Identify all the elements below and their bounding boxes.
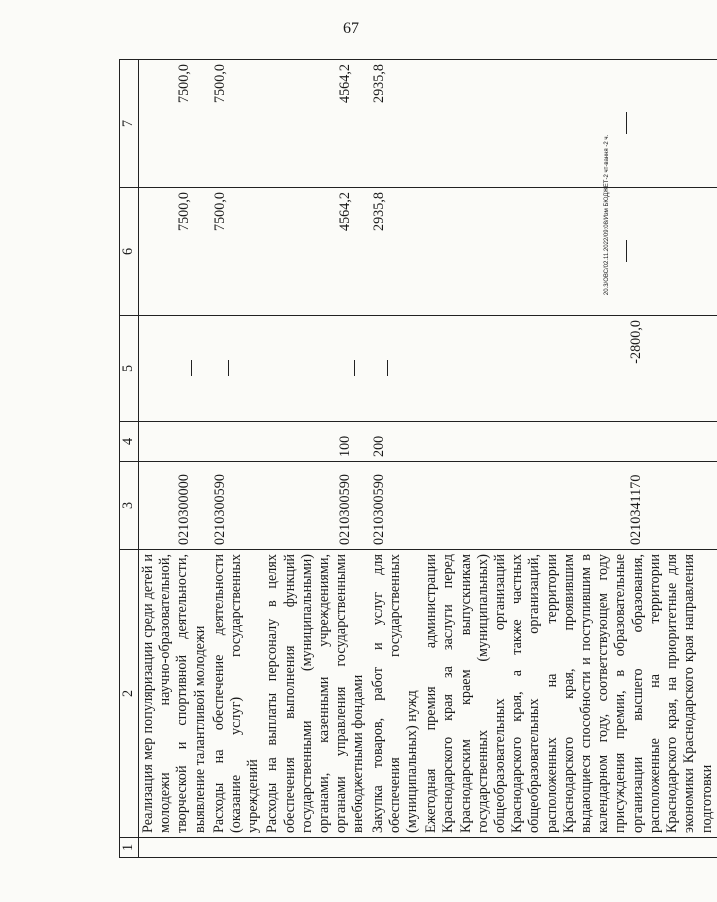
row-col-5 — [369, 316, 423, 422]
header-col-5: 5 — [120, 316, 139, 422]
row-col-6: 7500,0 — [139, 188, 210, 316]
dash-mark — [626, 241, 627, 263]
header-col-3: 3 — [120, 462, 139, 550]
dash-mark — [228, 361, 229, 377]
row-name: Расходы на обеспечение деятельности (оказание услуг) государственных учреждений — [210, 550, 264, 838]
row-code: 0210300590 — [369, 462, 423, 550]
table-row — [369, 60, 423, 858]
row-vr — [422, 422, 716, 462]
row-col-6: 4564,2 — [263, 188, 368, 316]
row-col-5 — [139, 316, 210, 422]
row-col-6: 2935,8 — [369, 188, 423, 316]
row-name: Закупка товаров, работ и услуг для обеспечения государственных (муниципальных) нужд — [369, 550, 423, 838]
cell-col-1 — [139, 838, 210, 858]
document-stamp-text: 20.3/ОВС/02.11.2022/09:08/Изм БЮДЖЕТ-2 чт-вання -2 ч. — [604, 134, 610, 296]
row-name: Ежегодная премия администрации Краснодарского края за заслуги перед Краснодарским краем выпускникам государственных (муниципальных) общеобразовательных организаций Краснодарского края, а также частных общеобразовательных организаций, расположенных на территории Краснодарского края, проявившим выдающиеся способности и поступившим в календарном году, соответствующем году присуждения премии, в образовательные организации высшего образования, расположенные на территории Краснодарского края, на приоритетные для экономики Краснодарского края направления подготовки — [422, 550, 716, 838]
table-row — [422, 60, 716, 858]
row-col-7: 7500,0 — [139, 60, 210, 188]
row-col-7: 2935,8 — [369, 60, 423, 188]
cell-col-1 — [263, 838, 368, 858]
table-row — [139, 60, 210, 858]
dash-mark — [626, 113, 627, 135]
dash-mark — [354, 361, 355, 377]
row-code: 0210300590 — [210, 462, 264, 550]
row-vr — [210, 422, 264, 462]
row-vr — [139, 422, 210, 462]
row-name: Реализация мер популяризации среди детей и молодежи научно-образовательной, творческой и спортивной деятельности, выявление талантливой молодежи — [139, 550, 210, 838]
row-col-5: -2800,0 — [422, 316, 716, 422]
row-name: Расходы на выплаты персоналу в целях обеспечения выполнения функций государственными (муниципальными) органами, казенными учреждениями, органами управления государственными внебюджетными фондами — [263, 550, 368, 838]
table-row — [210, 60, 264, 858]
budget-table — [119, 59, 717, 858]
cell-col-1 — [422, 838, 716, 858]
header-col-7: 7 — [120, 60, 139, 188]
header-col-2: 2 — [120, 550, 139, 838]
row-code: 0210341170 — [422, 462, 716, 550]
row-code: 0210300590 — [263, 462, 368, 550]
table-row — [263, 60, 368, 858]
page-number: 67 — [343, 20, 359, 37]
row-vr: 200 — [369, 422, 423, 462]
header-col-1: 1 — [120, 838, 139, 858]
row-col-5 — [263, 316, 368, 422]
row-col-6 — [422, 188, 716, 316]
row-col-7: 7500,0 — [210, 60, 264, 188]
row-col-7 — [422, 60, 716, 188]
row-col-5 — [210, 316, 264, 422]
dash-mark — [191, 361, 192, 377]
row-col-6: 7500,0 — [210, 188, 264, 316]
cell-col-1 — [210, 838, 264, 858]
header-col-6: 6 — [120, 188, 139, 316]
row-code: 0210300000 — [139, 462, 210, 550]
cell-col-1 — [369, 838, 423, 858]
header-col-4: 4 — [120, 422, 139, 462]
row-col-7: 4564,2 — [263, 60, 368, 188]
table-header-row — [120, 60, 139, 858]
row-vr: 100 — [263, 422, 368, 462]
dash-mark — [387, 361, 388, 377]
